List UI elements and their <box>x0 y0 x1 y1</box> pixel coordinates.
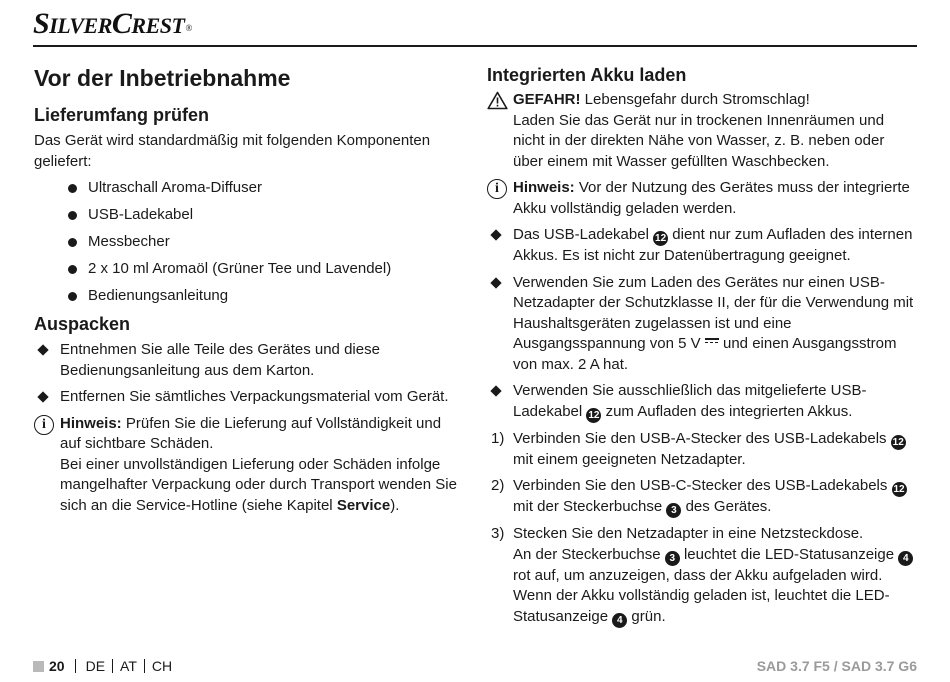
unpack-bullet: Entnehmen Sie alle Teile des Gerätes und diese Bedienungsanleitung aus dem Karton. <box>34 340 466 381</box>
diamond-bullet-icon <box>37 344 48 355</box>
lang-ch: CH <box>151 658 173 674</box>
info-icon: i <box>487 179 507 199</box>
lang-at: AT <box>120 658 137 674</box>
diamond-bullet-icon <box>37 391 48 402</box>
page-title: Vor der Inbetriebnahme <box>34 65 291 91</box>
list-item: 2 x 10 ml Aromaöl (Grüner Tee und Lavendel) <box>68 259 466 280</box>
charging-bullet: Verwenden Sie ausschließlich das mitgelieferte USB-Ladekabel 12 zum Aufladen des integrierten Akkus. <box>487 381 917 423</box>
diamond-bullet-icon <box>490 385 501 396</box>
service-reference: Service <box>336 496 391 514</box>
unpack-note: i Hinweis: Prüfen Sie die Lieferung auf Vollständigkeit und auf sichtbare Schäden. Bei einer unvollständigen Lieferung oder Schäden infolge mangelhafter Verpackung oder durch Transport wenden Sie sich an die Service-Hotline (siehe Kapitel Service). <box>34 414 466 517</box>
charging-heading: Integrierten Akku laden <box>487 65 687 85</box>
ref-4-icon: 4 <box>612 613 627 628</box>
list-item: Bedienungsanleitung <box>68 286 466 307</box>
charging-bullet: Verwenden Sie zum Laden des Gerätes nur einen USB-Netzadapter der Schutzklasse II, der für die Verwendung mit Haushaltsgeräten zugelassen ist und eine Ausgangsspannung von 5 V und einen Ausgangsstrom von max. 2 A hat. <box>487 273 917 376</box>
ref-12-icon: 12 <box>588 409 600 421</box>
divider <box>75 659 76 673</box>
model-number: SAD 3.7 F5 / SAD 3.7 G6 <box>756 658 917 674</box>
bullet-icon <box>68 184 77 193</box>
lang-de: DE <box>85 658 106 674</box>
step-item: 3) Stecken Sie den Netzadapter in eine Netzsteckdose. An der Steckerbuchse 3 leuchtet die LED-Statusanzeige 4 rot auf, um anzuzeigen, dass der Akku aufgeladen wird. Wenn der Akku vollständig geladen ist, leuchtet die LED-Statusanzeige 4 grün. <box>487 524 917 628</box>
list-item: USB-Ladekabel <box>68 205 466 226</box>
bullet-icon <box>68 292 77 301</box>
divider <box>112 659 113 673</box>
ref-12-icon: 12 <box>893 484 905 495</box>
ref-3-icon: 3 <box>666 503 681 518</box>
page-number: 20 <box>49 658 65 674</box>
charging-bullet: Das USB-Ladekabel 12 dient nur zum Aufladen des internen Akkus. Es ist nicht zur Datenübertragung geeignet. <box>487 225 917 267</box>
dc-symbol-icon <box>705 338 719 345</box>
bullet-icon <box>68 238 77 247</box>
list-item: Ultraschall Aroma-Diffuser <box>68 178 466 199</box>
unpack-bullet: Entfernen Sie sämtliches Verpackungsmaterial vom Gerät. <box>34 387 466 408</box>
charging-note: i Hinweis: Vor der Nutzung des Gerätes muss der integrierte Akku vollständig geladen werden. <box>487 178 917 219</box>
ref-4-icon: 4 <box>898 551 913 566</box>
diamond-bullet-icon <box>490 277 501 288</box>
danger-warning: GEFAHR! Lebensgefahr durch Stromschlag! Laden Sie das Gerät nur in trockenen Innenräumen und nicht in der direkten Nähe von Wasser, z. B. neben oder über einem mit Wasser gefüllten Waschbecken. <box>487 90 917 172</box>
page-footer <box>33 656 917 676</box>
diamond-bullet-icon <box>490 229 501 240</box>
header-rule <box>33 45 917 47</box>
info-icon: i <box>34 415 54 435</box>
right-column <box>487 58 917 634</box>
divider <box>144 659 145 673</box>
ref-12-icon: 12 <box>655 233 667 244</box>
ref-3-icon: 3 <box>665 551 680 566</box>
brand-logo: SILVERCREST® <box>33 7 192 40</box>
bullet-icon <box>68 265 77 274</box>
list-item: Messbecher <box>68 232 466 253</box>
scope-intro: Das Gerät wird standardmäßig mit folgenden Komponenten geliefert: <box>34 132 431 170</box>
scope-heading: Lieferumfang prüfen <box>34 105 210 125</box>
unpack-heading: Auspacken <box>34 314 131 334</box>
step-item: 1) Verbinden Sie den USB-A-Stecker des USB-Ladekabels 12 mit einem geeigneten Netzadapter. <box>491 429 904 468</box>
scope-list <box>68 178 466 307</box>
step-item: 2) Verbinden Sie den USB-C-Stecker des USB-Ladekabels 12 mit der Steckerbuchse 3 des Gerätes. <box>491 477 905 516</box>
ref-12-icon: 12 <box>892 436 904 448</box>
bullet-icon <box>68 211 77 220</box>
left-column <box>34 58 466 522</box>
registered-mark: ® <box>185 23 192 33</box>
page-marker-icon <box>33 661 44 672</box>
warning-triangle-icon <box>487 91 508 110</box>
